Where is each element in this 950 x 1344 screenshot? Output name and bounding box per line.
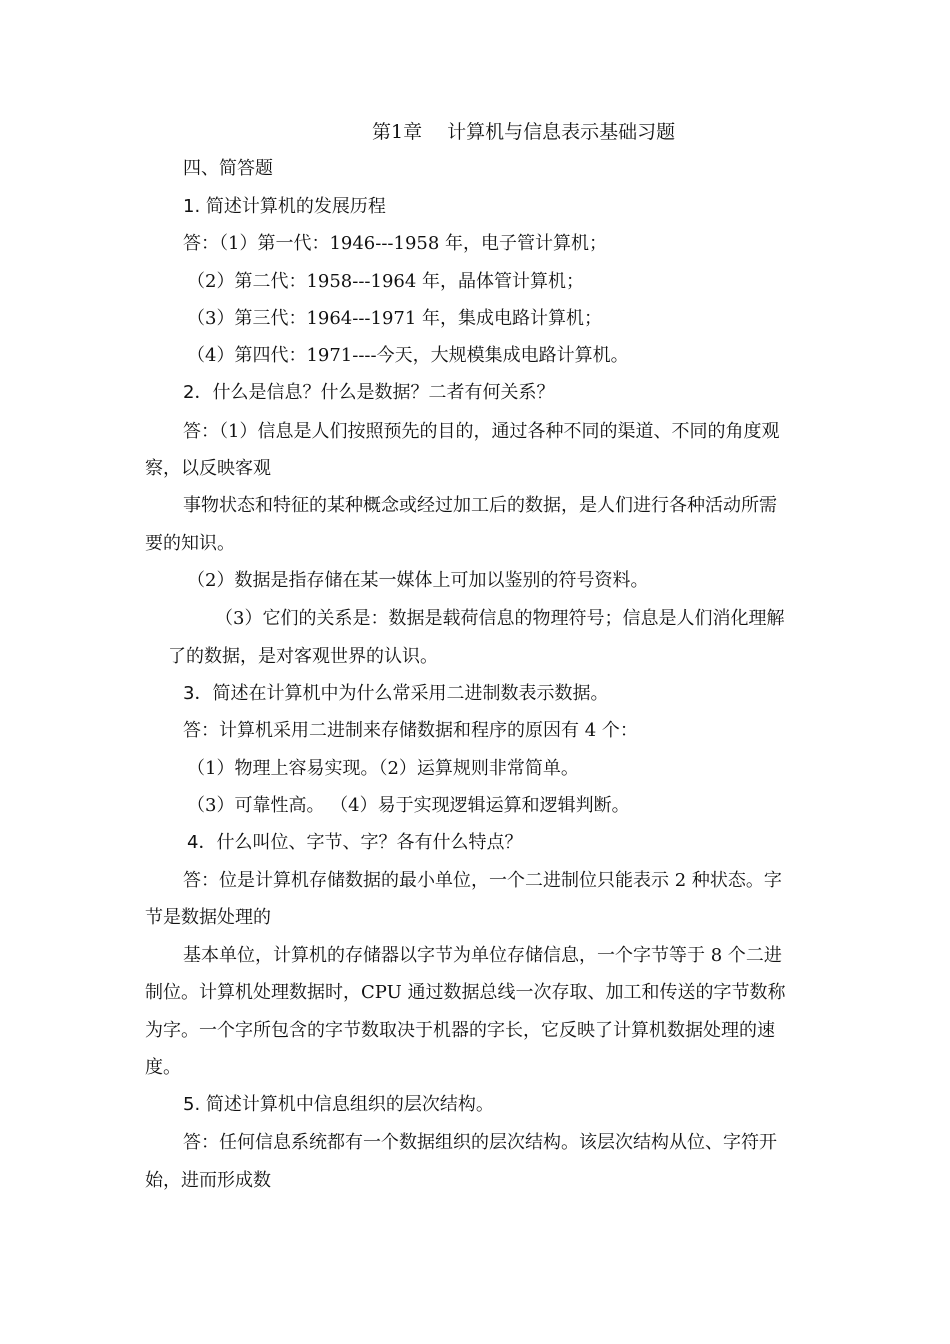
answer-line: （3）第三代：1964---1971 年，集成电路计算机；: [187, 308, 603, 329]
section-heading: 四、简答题: [183, 158, 273, 179]
answer-line: 为字。一个字所包含的字节数取决于机器的字长，它反映了计算机数据处理的速: [145, 1020, 775, 1041]
answer-line: 答：（1）第一代：1946---1958 年，电子管计算机；: [183, 233, 608, 254]
answer-line: 了的数据，是对客观世界的认识。: [168, 646, 438, 667]
answer-line: （4）第四代：1971----今天，大规模集成电路计算机。: [187, 345, 629, 366]
answer-line: 基本单位，计算机的存储器以字节为单位存储信息，一个字节等于 8 个二进: [183, 945, 782, 966]
question-1: 1. 简述计算机的发展历程: [183, 196, 386, 217]
answer-line: 要的知识。: [145, 533, 235, 554]
answer-line: 始，进而形成数: [145, 1170, 271, 1191]
answer-line: 答：计算机采用二进制来存储数据和程序的原因有 4 个：: [183, 720, 638, 741]
answer-line: （2）数据是指存储在某一媒体上可加以鉴别的符号资料。: [187, 570, 649, 591]
answer-line: 察，以反映客观: [145, 458, 271, 479]
question-3: 3．简述在计算机中为什么常采用二进制数表示数据。: [183, 683, 609, 704]
answer-line: 事物状态和特征的某种概念或经过加工后的数据，是人们进行各种活动所需: [183, 495, 777, 516]
answer-line: 度。: [145, 1057, 181, 1078]
answer-line: 制位。计算机处理数据时，CPU 通过数据总线一次存取、加工和传送的字节数称: [145, 982, 786, 1003]
question-4: 4．什么叫位、字节、字？各有什么特点？: [187, 832, 523, 853]
question-5: 5. 简述计算机中信息组织的层次结构。: [183, 1094, 494, 1115]
answer-line: （1）物理上容易实现。（2）运算规则非常简单。: [187, 758, 579, 779]
answer-line: 答：（1）信息是人们按照预先的目的，通过各种不同的渠道、不同的角度观: [183, 421, 780, 442]
answer-line: 答：位是计算机存储数据的最小单位，一个二进制位只能表示 2 种状态。字: [183, 870, 782, 891]
answer-line: （2）第二代：1958---1964 年，晶体管计算机；: [187, 271, 585, 292]
answer-line: （3）可靠性高。 （4）易于实现逻辑运算和逻辑判断。: [187, 795, 630, 816]
answer-line: （3）它们的关系是：数据是载荷信息的物理符号；信息是人们消化理解: [215, 608, 785, 629]
page-title: 第1章 计算机与信息表示基础习题: [372, 121, 676, 143]
answer-line: 节是数据处理的: [145, 907, 271, 928]
question-2: 2．什么是信息？什么是数据？二者有何关系？: [183, 382, 555, 403]
answer-line: 答：任何信息系统都有一个数据组织的层次结构。该层次结构从位、字符开: [183, 1132, 777, 1153]
